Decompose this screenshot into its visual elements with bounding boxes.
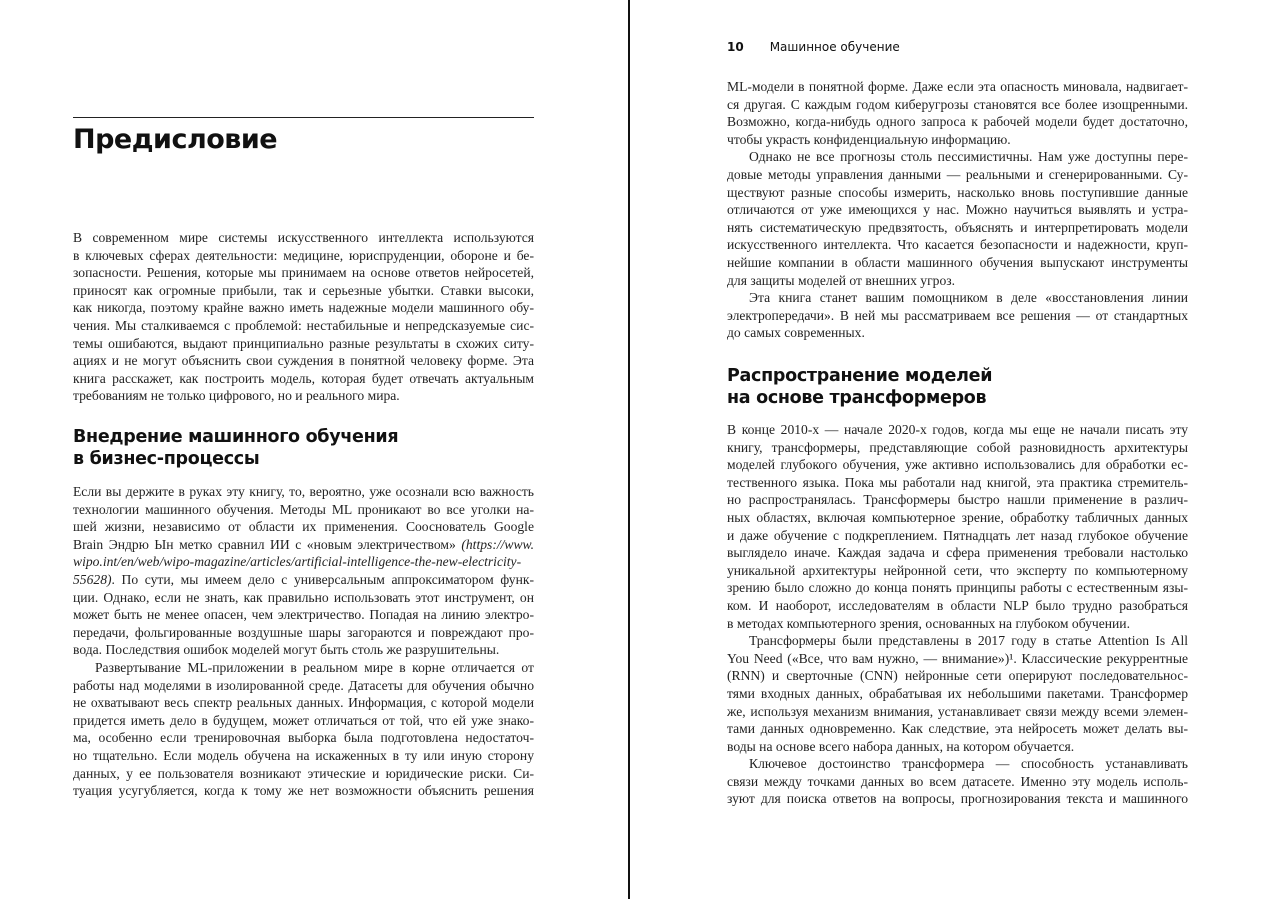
paragraph	[727, 289, 1188, 342]
left-section-heading	[73, 427, 398, 470]
text-line: но тщательно. Если модель обучена на искаженных в ту или иную сторону	[73, 747, 534, 763]
text-line: в ключевых сферах деятельности: медицине, юриспруденции, обороне и бе-	[73, 247, 534, 263]
text-line: туация усугубляется, когда к тому же нет возможности объяснить решения	[73, 783, 534, 799]
text-line: ML-модели в понятной форме. Даже если эта опасность миновала, надвигает-	[727, 79, 1188, 94]
text-line: зопасности. Решения, которые мы принимаем на основе ответов нейросетей,	[73, 265, 534, 281]
page-number: 10	[727, 40, 744, 54]
text-line: вода. Последствия ошибок моделей могут быть столь же разрушительны.	[73, 642, 500, 658]
text-line: технологии машинного обучения. Методы ML проникают во все уголки на-	[73, 501, 534, 517]
text-line: Однако не все прогнозы столь пессимистичны. Нам уже доступны пере-	[749, 149, 1188, 165]
text-line: но распространялась. Трансформеры быстро нашли применение в различ-	[727, 492, 1188, 508]
text-line: как никогда, поэтому крайне важно иметь надежные модели машинного обу-	[73, 300, 534, 316]
text-line: Трансформеры были представлены в 2017 году в статье Attention Is All	[749, 633, 1188, 649]
text-line: до самых современных.	[727, 325, 865, 341]
text-line: придется иметь дело в будущем, может отличаться от той, что ей уже знако-	[73, 712, 534, 728]
text-line: Ключевое достоинство трансформера — способность устанавливать	[749, 756, 1188, 772]
text-line: данных, у ее пользователя возникают этические и юридические риски. Си-	[73, 765, 534, 781]
paragraph	[727, 78, 1188, 148]
text-line: в методах компьютерного зрения, основанных на глубоком обучении.	[727, 615, 1130, 631]
text-line	[73, 553, 534, 571]
text-line: довые методы управления данными — реальными и сгенерированными. Су-	[727, 166, 1188, 182]
text-line: шей жизни, независимо от области их применения. Сооснователь Google	[73, 519, 534, 535]
paragraph	[727, 148, 1188, 289]
text-line: Эта книга станет вашим помощником в деле «восстановления линии	[749, 290, 1188, 306]
text-line: Возможно, когда-нибудь одного запроса к рабочей модели будет достаточно,	[727, 114, 1188, 130]
text-line: может быть не менее опасен, чем электричество. Попадая на линию электро-	[73, 607, 534, 623]
chapter-title: Предисловие	[73, 124, 278, 155]
text-line: требованиям не только цифрового, но и реального мира.	[73, 388, 400, 404]
text-line: передачи, фольгированные воздушные шары загораются и повреждают про-	[73, 624, 534, 640]
text-line: книга расскажет, как построить модель, которая будет отвечать актуальным	[73, 370, 534, 386]
text-line: В конце 2010-х — начале 2020-х годов, когда мы еще не начали писать эту	[727, 422, 1188, 437]
text-line: тами данных одновременно. Как следствие, эта нейросеть может делать вы-	[727, 721, 1188, 737]
text-line: искусственного интеллекта. Что касается безопасности и надежности, круп-	[727, 237, 1188, 253]
text-line: ся другая. С каждым годом киберугрозы становятся все более изощренными.	[727, 96, 1188, 112]
heading-line: Внедрение машинного обучения	[73, 427, 399, 447]
url-link[interactable]: 55628)	[73, 571, 112, 587]
url-link[interactable]: (https://www.	[461, 536, 534, 552]
text-line: Если вы держите в руках эту книгу, то, вероятно, уже осознали всю важность	[73, 484, 534, 499]
paragraph	[73, 229, 534, 405]
left-section-text	[73, 483, 534, 800]
heading-line: на основе трансформеров	[727, 387, 987, 408]
left-intro-text	[73, 229, 534, 405]
text-line: тями входных данных, обрабатывая их небольшими пакетами. Трансформер	[727, 685, 1188, 701]
text-line: воды на основе всего набора данных, на котором обучается.	[727, 738, 1075, 754]
text-line: ции. Однако, если не знать, как правильно использовать этот инструмент, он	[73, 589, 534, 605]
text-line: выглядело иначе. Каждая задача и сфера применения требовали настолько	[727, 545, 1188, 561]
text-line: (RNN) и сверточные (CNN) нейронные сети оперируют последовательнос-	[727, 668, 1188, 684]
url-link[interactable]: wipo.int/en/web/wipo-magazine/articles/artificial-intelligence-the-new-electricity-	[73, 554, 522, 570]
left-page	[0, 0, 628, 899]
text-line: В современном мире системы искусственного интеллекта используются	[73, 230, 534, 245]
text-line: 55628). По сути, мы имеем дело с универсальным аппроксиматором функ-	[73, 571, 534, 587]
running-header	[727, 40, 900, 54]
text-line: отличаются от уже имеющихся у нас. Можно научиться выявлять и устра-	[727, 202, 1188, 218]
text-line: ком. И наоборот, исследователям в области NLP было трудно разобраться	[727, 597, 1188, 613]
right-section-text	[727, 421, 1188, 808]
right-section-heading	[727, 366, 992, 409]
paragraph	[727, 755, 1188, 808]
text-line: работы над моделями в изолированной среде. Датасеты для обучения обычно	[73, 677, 534, 693]
running-header-title: Машинное обучение	[769, 40, 900, 54]
paragraph	[727, 632, 1188, 755]
text-line: связи между точками данных во всем датасете. Именно эту модель исполь-	[727, 773, 1188, 789]
text-line: нять систематическую предвзятость, объяснять и интерпретировать модели	[727, 219, 1188, 235]
text-line: чения. Мы сталкиваемся с проблемой: нестабильные и непредсказуемые сис-	[73, 317, 534, 333]
text-line: приносят как огромные прибыли, так и серьезные убытки. Ставки высоки,	[73, 282, 534, 298]
text-line: же, используя механизм внимания, устанавливает связи между всеми элемен-	[727, 703, 1188, 719]
text-line: книгу, трансформеры, представляющие собой разновидность архитектуры	[727, 439, 1188, 455]
text-line: уникальной архитектуры нейронной сети, что эксперту по компьютерному	[727, 562, 1188, 578]
paragraph	[73, 659, 534, 800]
text-line: ных областях, включая компьютерное зрение, обработку табличных данных	[727, 509, 1188, 525]
text-line: не охватывают весь спектр реальных данных. Информация, с которой модели	[73, 695, 534, 711]
text-line: You Need («Все, что вам нужно, — внимание»)¹. Классические рекуррентные	[727, 650, 1188, 666]
text-line: электропередачи». В ней мы рассматриваем все решения — от стандартных	[727, 307, 1188, 323]
text-line: и даже обучение с подкреплением. Пятнадцать лет назад глубокое обучение	[727, 527, 1188, 543]
text-line: ществуют разные способы измерить, насколько вновь поступившие данные	[727, 184, 1188, 200]
text-line: для защиты моделей от внешних угроз.	[727, 272, 956, 288]
text-line: зуют для поиска ответов на вопросы, прогнозирования текста и машинного	[727, 791, 1188, 807]
page-gutter-divider	[628, 0, 630, 899]
text-line: Развертывание ML-приложении в реальном мире в корне отличается от	[95, 659, 534, 675]
text-line: Brain Эндрю Ын метко сравнил ИИ с «новым электричеством» (https://www.	[73, 536, 534, 552]
text-line: ма, особенно если тренировочная выборка была подготовлена недостаточ-	[73, 730, 534, 746]
text-line: чтобы украсть конфиденциальную информацию.	[727, 131, 1011, 147]
paragraph	[73, 483, 534, 659]
chapter-rule	[73, 117, 534, 118]
text-line: нейшие компании в области машинного обучения выпускают инструменты	[727, 254, 1188, 270]
heading-line: Распространение моделей	[727, 366, 993, 386]
right-intro-text	[727, 78, 1188, 342]
text-line: темы ошибаются, выдают принципиально разные результаты в схожих ситу-	[73, 335, 534, 351]
text-line: ациях и не могут объяснить свои суждения в понятной человеку форме. Эта	[73, 353, 534, 369]
text-line: зрению было сложно до конца понять принципы работы с естественным язы-	[727, 580, 1188, 596]
paragraph	[727, 421, 1188, 632]
text-line: моделей глубокого обучения, уже активно использовались для обработки ес-	[727, 457, 1188, 473]
text-line: тественного языка. Пока мы работали над книгой, эта практика стремитель-	[727, 474, 1188, 490]
heading-line: в бизнес-процессы	[73, 448, 260, 469]
